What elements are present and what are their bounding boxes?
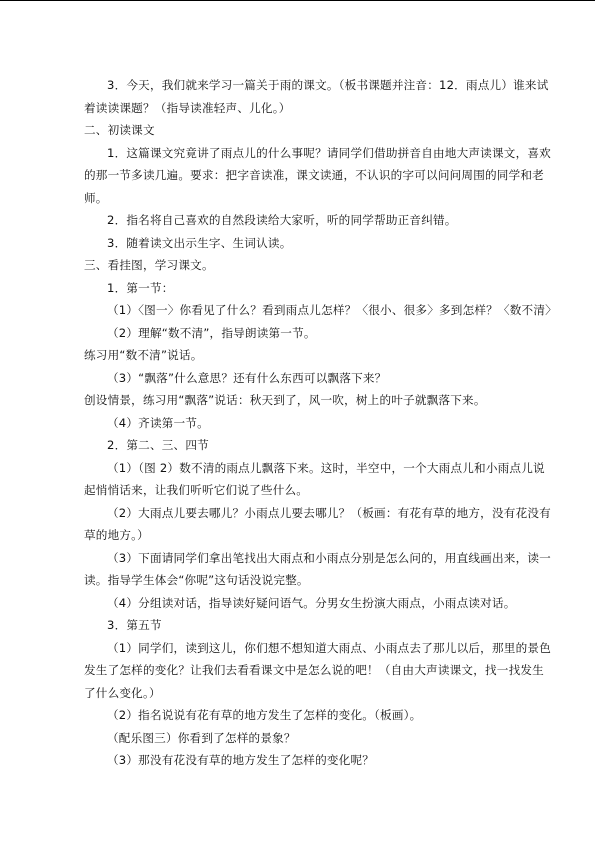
paragraph: （3）那没有花没有草的地方发生了怎样的变化呢？ <box>107 753 375 767</box>
paragraph: 练习用“数不清”说话。 <box>84 348 203 362</box>
paragraph: （1）同学们，读到这儿，你们想不想知道大雨点、小雨点去了那儿以后，那里的景色发生了怎样的变化？让我们去看看课文中是怎么说的吧！（自由大声读课文，找一找发生了什么变化。） <box>84 640 551 700</box>
paragraph: 3．今天，我们就来学习一篇关于雨的课文。（板书课题并注音：12．雨点儿）谁来试着读读课题？（指导读准轻声、儿化。） <box>84 78 549 115</box>
paragraph: 2．指名将自己喜欢的自然段读给大家听，听的同学帮助正音纠错。 <box>107 213 457 227</box>
paragraph: （2）理解“数不清”，指导朗读第一节。 <box>107 325 316 340</box>
paragraph: （3）下面请同学们拿出笔找出大雨点和小雨点分别是怎么问的，用直线画出来，读一读。指导学生体会“你呢”这句话没说完整。 <box>84 550 551 587</box>
subsection-heading: 2．第二、三、四节 <box>107 438 209 452</box>
paragraph: 1．这篇课文究竟讲了雨点儿的什么事呢？请同学们借助拼音自由地大声读课文，喜欢的那一节多读几遍。要求：把字音读准，课文读通，不认识的字可以问问周围的同学和老师。 <box>84 145 551 205</box>
paragraph: （1）〈图一〉你看见了什么？看到雨点儿怎样？〈很小、很多〉多到怎样？〈数不清〉 <box>107 303 557 317</box>
section-heading: 二、初读课文 <box>84 123 155 137</box>
document-body <box>84 74 557 772</box>
paragraph: （2）大雨点儿要去哪儿？小雨点儿要去哪儿？（板画：有花有草的地方，没有花没有草的地方。） <box>84 505 551 542</box>
paragraph: （4）分组读对话，指导读好疑问语气。分男女生扮演大雨点，小雨点读对话。 <box>107 595 516 610</box>
paragraph: 3．随着读文出示生字、生词认读。 <box>107 235 292 250</box>
paragraph: （3）“飘落”什么意思？还有什么东西可以飘落下来？ <box>107 370 387 385</box>
paragraph: （1）（图 2）数不清的雨点儿飘落下来。这时，半空中，一个大雨点儿和小雨点儿说起悄悄话来，让我们听听它们说了些什么。 <box>84 460 545 497</box>
paragraph: 创设情景，练习用“飘落”说话：秋天到了，风一吹，树上的叶子就飘落下来。 <box>84 393 486 407</box>
subsection-heading: 3．第五节 <box>107 618 162 632</box>
subsection-heading: 1．第一节： <box>107 280 174 295</box>
header-rule <box>0 0 595 1</box>
paragraph: （配乐图三）你看到了怎样的景象？ <box>107 730 296 745</box>
section-heading: 三、看挂图，学习课文。 <box>84 258 214 272</box>
paragraph: （2）指名说说有花有草的地方发生了怎样的变化。（板画）。 <box>107 708 422 722</box>
paragraph: （4）齐读第一节。 <box>107 415 209 430</box>
